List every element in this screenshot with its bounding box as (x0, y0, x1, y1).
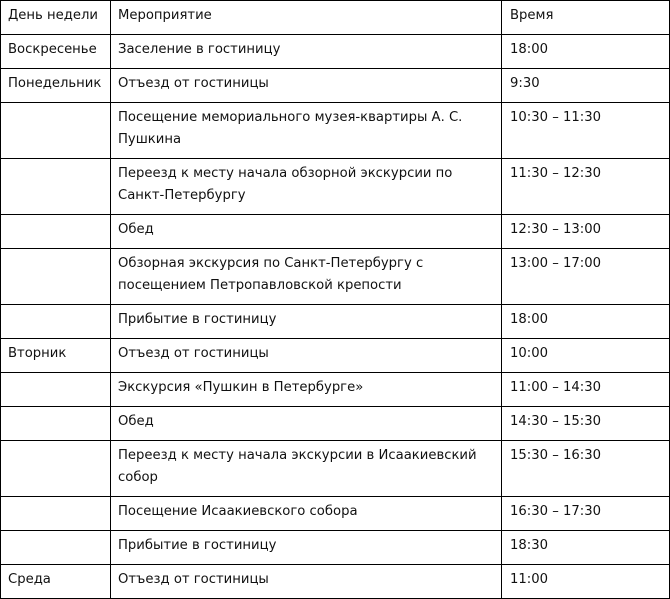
table-row (1, 565, 670, 599)
time-cell: 18:30 (502, 531, 670, 565)
event-cell: Обед (111, 215, 502, 249)
table-row (1, 305, 670, 339)
event-cell: Прибытие в гостиницу (111, 305, 502, 339)
time-cell: 18:00 (502, 305, 670, 339)
table-row (1, 531, 670, 565)
event-cell: Обзорная экскурсия по Санкт-Петербургу с посещением Петропавловской крепости (111, 249, 502, 305)
header-day: День недели (1, 1, 111, 35)
header-event: Мероприятие (111, 1, 502, 35)
time-cell: 9:30 (502, 69, 670, 103)
day-cell: Среда (1, 565, 111, 599)
event-cell: Посещение мемориального музея-квартиры А. С. Пушкина (111, 103, 502, 159)
day-cell (1, 159, 111, 215)
table-row (1, 407, 670, 441)
table-row (1, 249, 670, 305)
day-cell (1, 441, 111, 497)
table-row (1, 215, 670, 249)
time-cell: 11:00 – 14:30 (502, 373, 670, 407)
event-cell: Обед (111, 407, 502, 441)
day-cell (1, 215, 111, 249)
event-cell: Отъезд от гостиницы (111, 339, 502, 373)
day-cell (1, 103, 111, 159)
time-cell: 10:00 (502, 339, 670, 373)
event-cell: Переезд к месту начала обзорной экскурсии по Санкт-Петербургу (111, 159, 502, 215)
header-row (1, 1, 670, 35)
table-row (1, 103, 670, 159)
header-time: Время (502, 1, 670, 35)
event-cell: Посещение Исаакиевского собора (111, 497, 502, 531)
table-row (1, 339, 670, 373)
day-cell: Вторник (1, 339, 111, 373)
day-cell (1, 305, 111, 339)
event-cell: Экскурсия «Пушкин в Петербурге» (111, 373, 502, 407)
day-cell: Понедельник (1, 69, 111, 103)
time-cell: 14:30 – 15:30 (502, 407, 670, 441)
event-cell: Прибытие в гостиницу (111, 531, 502, 565)
day-cell (1, 373, 111, 407)
day-cell (1, 531, 111, 565)
event-cell: Отъезд от гостиницы (111, 69, 502, 103)
day-cell (1, 249, 111, 305)
time-cell: 10:30 – 11:30 (502, 103, 670, 159)
time-cell: 15:30 – 16:30 (502, 441, 670, 497)
event-cell: Заселение в гостиницу (111, 35, 502, 69)
table-row (1, 441, 670, 497)
event-cell: Переезд к месту начала экскурсии в Исаакиевский собор (111, 441, 502, 497)
time-cell: 13:00 – 17:00 (502, 249, 670, 305)
day-cell (1, 497, 111, 531)
day-cell: Воскресенье (1, 35, 111, 69)
table-row (1, 159, 670, 215)
table-row (1, 69, 670, 103)
event-cell: Отъезд от гостиницы (111, 565, 502, 599)
time-cell: 12:30 – 13:00 (502, 215, 670, 249)
table-row (1, 373, 670, 407)
day-cell (1, 407, 111, 441)
table-row (1, 35, 670, 69)
table-row (1, 497, 670, 531)
time-cell: 18:00 (502, 35, 670, 69)
time-cell: 11:30 – 12:30 (502, 159, 670, 215)
time-cell: 16:30 – 17:30 (502, 497, 670, 531)
time-cell: 11:00 (502, 565, 670, 599)
